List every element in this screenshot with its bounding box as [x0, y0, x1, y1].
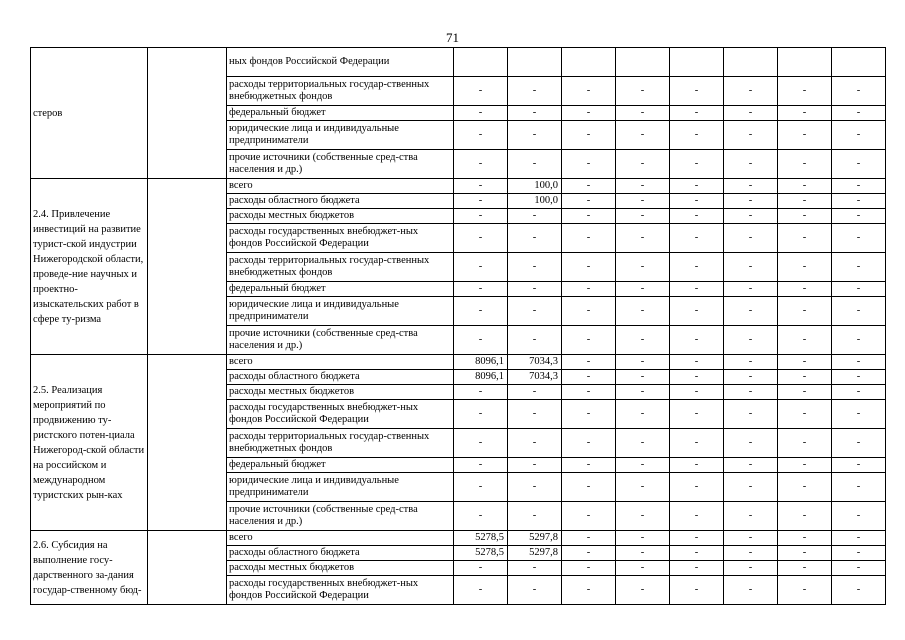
value-cell: - [778, 576, 832, 605]
value-cell: - [670, 121, 724, 150]
value-cell: - [562, 297, 616, 326]
value-cell: - [562, 370, 616, 385]
value-cell: - [832, 385, 886, 400]
value-cell: - [832, 150, 886, 179]
value-cell: 7034,3 [508, 355, 562, 370]
value-cell: - [508, 458, 562, 473]
funding-source-cell: расходы местных бюджетов [227, 385, 454, 400]
value-cell: - [778, 458, 832, 473]
value-cell: - [616, 531, 670, 546]
value-cell: - [616, 385, 670, 400]
value-cell: - [724, 150, 778, 179]
value-cell [832, 48, 886, 77]
executor-cell [148, 48, 227, 179]
value-cell: - [670, 385, 724, 400]
value-cell: - [670, 179, 724, 194]
funding-source-cell: всего [227, 355, 454, 370]
event-name-cell: 2.4. Привлечение инвестиций на развитие турист-ской индустрии Нижегородской области, проведе-ние научных и проектно-изыскательских работ в сфере ту-ризма [31, 179, 148, 355]
value-cell: 100,0 [508, 179, 562, 194]
value-cell: - [454, 326, 508, 355]
value-cell: - [670, 546, 724, 561]
executor-cell [148, 531, 227, 605]
funding-source-cell: прочие источники (собственные сред-ства населения и др.) [227, 326, 454, 355]
value-cell: - [454, 473, 508, 502]
value-cell: - [454, 385, 508, 400]
value-cell: - [778, 179, 832, 194]
value-cell: - [724, 77, 778, 106]
value-cell: - [454, 561, 508, 576]
value-cell: - [508, 121, 562, 150]
value-cell: - [616, 106, 670, 121]
value-cell: - [724, 194, 778, 209]
funding-source-cell: всего [227, 531, 454, 546]
value-cell: - [616, 77, 670, 106]
value-cell: - [724, 253, 778, 282]
budget-table [30, 47, 886, 605]
value-cell: - [724, 121, 778, 150]
value-cell: - [832, 473, 886, 502]
value-cell: - [778, 370, 832, 385]
value-cell: - [778, 224, 832, 253]
funding-source-cell: прочие источники (собственные сред-ства населения и др.) [227, 150, 454, 179]
funding-source-cell: расходы государственных внебюджет-ных фондов Российской Федерации [227, 224, 454, 253]
funding-source-cell: федеральный бюджет [227, 458, 454, 473]
value-cell: - [508, 253, 562, 282]
value-cell: - [670, 77, 724, 106]
value-cell: - [832, 121, 886, 150]
value-cell: - [562, 502, 616, 531]
value-cell: - [778, 209, 832, 224]
value-cell: - [670, 576, 724, 605]
value-cell: - [562, 400, 616, 429]
value-cell: - [724, 106, 778, 121]
table-row [31, 355, 886, 370]
value-cell: - [616, 473, 670, 502]
value-cell: - [562, 546, 616, 561]
value-cell: - [562, 458, 616, 473]
value-cell: - [670, 458, 724, 473]
funding-source-cell: расходы местных бюджетов [227, 209, 454, 224]
value-cell: - [724, 531, 778, 546]
value-cell: - [778, 429, 832, 458]
value-cell: - [832, 282, 886, 297]
value-cell: - [778, 297, 832, 326]
value-cell: - [562, 326, 616, 355]
value-cell: - [670, 429, 724, 458]
value-cell: - [832, 326, 886, 355]
value-cell: - [724, 546, 778, 561]
value-cell: - [832, 253, 886, 282]
value-cell: - [724, 576, 778, 605]
value-cell: - [454, 400, 508, 429]
funding-source-cell: расходы территориальных государ-ственных внебюджетных фондов [227, 429, 454, 458]
value-cell: - [616, 546, 670, 561]
value-cell: 5297,8 [508, 546, 562, 561]
value-cell: - [724, 561, 778, 576]
value-cell: - [562, 179, 616, 194]
value-cell: - [832, 531, 886, 546]
value-cell: - [778, 77, 832, 106]
value-cell [670, 48, 724, 77]
funding-source-cell: расходы областного бюджета [227, 370, 454, 385]
value-cell: - [670, 194, 724, 209]
value-cell: - [670, 400, 724, 429]
value-cell: - [508, 150, 562, 179]
value-cell: - [670, 326, 724, 355]
executor-cell [148, 355, 227, 531]
value-cell: - [562, 77, 616, 106]
value-cell: - [508, 429, 562, 458]
value-cell: - [832, 458, 886, 473]
value-cell: - [670, 561, 724, 576]
value-cell: - [454, 297, 508, 326]
value-cell: 8096,1 [454, 355, 508, 370]
value-cell: - [616, 297, 670, 326]
value-cell: - [454, 576, 508, 605]
value-cell [724, 48, 778, 77]
value-cell: - [832, 576, 886, 605]
value-cell: - [616, 209, 670, 224]
value-cell: - [724, 326, 778, 355]
value-cell: - [832, 502, 886, 531]
value-cell: - [562, 531, 616, 546]
funding-source-cell: ных фондов Российской Федерации [227, 48, 454, 77]
funding-source-cell: федеральный бюджет [227, 282, 454, 297]
funding-source-cell: расходы территориальных государ-ственных внебюджетных фондов [227, 77, 454, 106]
value-cell: - [616, 179, 670, 194]
value-cell: - [832, 106, 886, 121]
value-cell: - [832, 194, 886, 209]
value-cell: - [616, 326, 670, 355]
value-cell: - [508, 106, 562, 121]
value-cell: - [508, 473, 562, 502]
value-cell: - [508, 77, 562, 106]
value-cell: - [670, 209, 724, 224]
value-cell: - [562, 576, 616, 605]
value-cell: - [454, 502, 508, 531]
value-cell: 5278,5 [454, 531, 508, 546]
value-cell: 100,0 [508, 194, 562, 209]
value-cell: - [616, 400, 670, 429]
funding-source-cell: расходы государственных внебюджет-ных фондов Российской Федерации [227, 400, 454, 429]
value-cell: - [778, 400, 832, 429]
value-cell: - [508, 297, 562, 326]
value-cell: - [454, 179, 508, 194]
value-cell: - [778, 194, 832, 209]
funding-source-cell: федеральный бюджет [227, 106, 454, 121]
value-cell: - [508, 561, 562, 576]
value-cell: - [454, 194, 508, 209]
value-cell: - [832, 355, 886, 370]
value-cell: - [724, 224, 778, 253]
value-cell: - [454, 253, 508, 282]
value-cell: - [508, 326, 562, 355]
value-cell: - [778, 150, 832, 179]
value-cell: - [562, 385, 616, 400]
value-cell [454, 48, 508, 77]
value-cell: - [724, 458, 778, 473]
value-cell: - [616, 282, 670, 297]
event-name-cell: стеров [31, 48, 148, 179]
value-cell: - [616, 561, 670, 576]
value-cell: - [562, 106, 616, 121]
value-cell: - [724, 429, 778, 458]
value-cell: - [508, 224, 562, 253]
funding-source-cell: расходы областного бюджета [227, 194, 454, 209]
value-cell: - [670, 531, 724, 546]
event-name-cell: 2.5. Реализация мероприятий по продвижению ту-ристского потен-циала Нижегород-ской области на российском и международном туристских рын-ках [31, 355, 148, 531]
value-cell: - [724, 400, 778, 429]
value-cell: - [454, 458, 508, 473]
value-cell: - [616, 224, 670, 253]
value-cell: - [616, 502, 670, 531]
value-cell: - [832, 297, 886, 326]
value-cell: - [832, 179, 886, 194]
value-cell: - [832, 77, 886, 106]
value-cell: - [616, 150, 670, 179]
value-cell: - [670, 297, 724, 326]
value-cell: - [454, 106, 508, 121]
value-cell: - [724, 370, 778, 385]
value-cell: - [670, 224, 724, 253]
value-cell: - [724, 502, 778, 531]
value-cell: - [562, 209, 616, 224]
value-cell: - [454, 77, 508, 106]
value-cell: - [562, 561, 616, 576]
value-cell: - [778, 546, 832, 561]
value-cell: - [778, 326, 832, 355]
value-cell: 5278,5 [454, 546, 508, 561]
value-cell: - [724, 385, 778, 400]
value-cell: - [562, 224, 616, 253]
value-cell: - [670, 282, 724, 297]
value-cell: - [616, 458, 670, 473]
value-cell [778, 48, 832, 77]
value-cell: - [670, 150, 724, 179]
value-cell: - [724, 473, 778, 502]
value-cell: 5297,8 [508, 531, 562, 546]
funding-source-cell: прочие источники (собственные сред-ства населения и др.) [227, 502, 454, 531]
value-cell: - [670, 253, 724, 282]
value-cell: - [508, 576, 562, 605]
value-cell: - [724, 179, 778, 194]
value-cell: - [670, 370, 724, 385]
value-cell: - [562, 121, 616, 150]
table-row [31, 531, 886, 546]
value-cell: - [508, 400, 562, 429]
value-cell: - [508, 502, 562, 531]
value-cell: - [832, 429, 886, 458]
value-cell: - [670, 473, 724, 502]
value-cell: - [670, 502, 724, 531]
value-cell [616, 48, 670, 77]
value-cell: - [616, 370, 670, 385]
value-cell: - [562, 473, 616, 502]
value-cell: - [724, 355, 778, 370]
value-cell: - [724, 209, 778, 224]
value-cell: - [778, 253, 832, 282]
executor-cell [148, 179, 227, 355]
value-cell: - [454, 121, 508, 150]
value-cell: - [562, 194, 616, 209]
value-cell: 8096,1 [454, 370, 508, 385]
funding-source-cell: всего [227, 179, 454, 194]
value-cell: - [778, 531, 832, 546]
value-cell: - [616, 121, 670, 150]
value-cell: - [832, 224, 886, 253]
value-cell [508, 48, 562, 77]
value-cell: - [454, 282, 508, 297]
funding-source-cell: расходы областного бюджета [227, 546, 454, 561]
value-cell: - [562, 355, 616, 370]
value-cell: - [778, 473, 832, 502]
value-cell: - [778, 502, 832, 531]
value-cell: - [454, 150, 508, 179]
funding-source-cell: расходы местных бюджетов [227, 561, 454, 576]
funding-source-cell: юридические лица и индивидуальные предприниматели [227, 473, 454, 502]
value-cell: - [832, 546, 886, 561]
value-cell: - [832, 400, 886, 429]
value-cell: - [670, 355, 724, 370]
table-row [31, 179, 886, 194]
value-cell: - [508, 385, 562, 400]
value-cell: - [616, 355, 670, 370]
page-number: 71 [446, 30, 459, 45]
value-cell: - [508, 209, 562, 224]
value-cell: - [616, 576, 670, 605]
value-cell: - [778, 106, 832, 121]
value-cell: - [616, 429, 670, 458]
funding-source-cell: юридические лица и индивидуальные предприниматели [227, 297, 454, 326]
value-cell: 7034,3 [508, 370, 562, 385]
table-row [31, 48, 886, 77]
value-cell: - [778, 561, 832, 576]
value-cell: - [778, 385, 832, 400]
value-cell: - [562, 282, 616, 297]
value-cell: - [616, 253, 670, 282]
value-cell: - [454, 224, 508, 253]
value-cell: - [832, 370, 886, 385]
value-cell: - [778, 121, 832, 150]
value-cell [562, 48, 616, 77]
value-cell: - [724, 297, 778, 326]
value-cell: - [778, 282, 832, 297]
value-cell: - [724, 282, 778, 297]
value-cell: - [454, 429, 508, 458]
value-cell: - [832, 561, 886, 576]
funding-source-cell: расходы государственных внебюджет-ных фондов Российской Федерации [227, 576, 454, 605]
value-cell: - [562, 253, 616, 282]
value-cell: - [454, 209, 508, 224]
value-cell: - [508, 282, 562, 297]
value-cell: - [832, 209, 886, 224]
value-cell: - [670, 106, 724, 121]
funding-source-cell: юридические лица и индивидуальные предприниматели [227, 121, 454, 150]
event-name-cell: 2.6. Субсидия на выполнение госу-дарственного за-дания государ-ственному бюд- [31, 531, 148, 605]
value-cell: - [778, 355, 832, 370]
value-cell: - [616, 194, 670, 209]
funding-source-cell: расходы территориальных государ-ственных внебюджетных фондов [227, 253, 454, 282]
value-cell: - [562, 150, 616, 179]
value-cell: - [562, 429, 616, 458]
